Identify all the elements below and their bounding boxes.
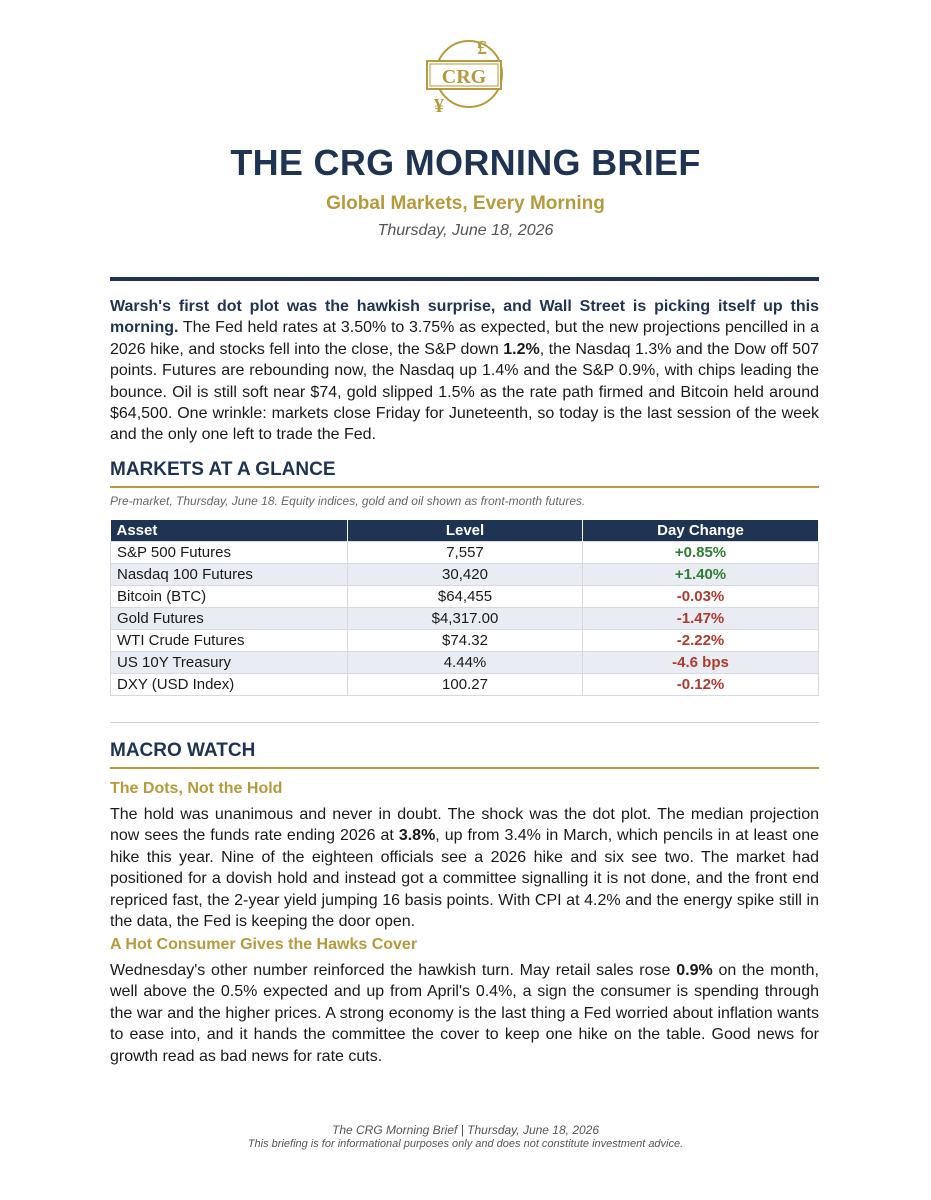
change-cell: +0.85% <box>583 542 819 564</box>
footer-disclaimer: This briefing is for informational purposes only and does not constitute investment advice. <box>247 1138 684 1150</box>
asset-cell: Nasdaq 100 Futures <box>111 564 348 586</box>
change-cell: -4.6 bps <box>583 652 819 674</box>
macro-subhead-1: The Dots, Not the Hold <box>110 780 283 797</box>
table-row <box>111 542 819 564</box>
asset-cell: Bitcoin (BTC) <box>111 586 348 608</box>
macro-2-bold: 0.9% <box>676 962 713 979</box>
level-cell: 7,557 <box>348 542 583 564</box>
asset-cell: Gold Futures <box>111 608 348 630</box>
markets-table <box>110 520 819 696</box>
col-level: Level <box>348 520 583 542</box>
macro-1-text-1: The hold was unanimous and never in doubt. The shock was the dot plot. The median projection now sees the funds rate ending 2026 at <box>110 806 819 845</box>
lead-text-1: The Fed held rates at 3.50% to 3.75% as expected, but the new projections pencilled in a 2026 hike, and stocks fell into the close, the S&P down <box>110 319 819 358</box>
table-row <box>111 674 819 696</box>
level-cell: $4,317.00 <box>348 608 583 630</box>
change-cell: -0.03% <box>583 586 819 608</box>
page-subtitle: Global Markets, Every Morning <box>326 193 605 214</box>
macro-1-bold: 3.8% <box>398 827 436 845</box>
change-cell: +1.40% <box>583 564 819 586</box>
asset-cell: DXY (USD Index) <box>111 674 348 696</box>
macro-heading: MACRO WATCH <box>110 740 819 769</box>
asset-cell: WTI Crude Futures <box>111 630 348 652</box>
change-cell: -1.47% <box>583 608 819 630</box>
table-row <box>111 652 819 674</box>
macro-1-text-2: , up from 3.4% in March, which pencils in at least one hike this year. Nine of the eighteen officials see a 2026 hike and six see two. The market had positioned for a dovish hold and instead got a committee signalling it is not done, and the front end repriced fast, the 2-year yield jumping 16 basis points. With CPI at 4.2% and the energy spike still in the data, the Fed is keeping the door open. <box>110 827 819 931</box>
macro-paragraph-1 <box>110 804 819 932</box>
level-cell: 4.44% <box>348 652 583 674</box>
logo-text: CRG <box>441 66 487 88</box>
change-cell: -0.12% <box>583 674 819 696</box>
col-change: Day Change <box>583 520 819 542</box>
header-divider <box>110 277 819 281</box>
lead-bold-1: 1.2% <box>503 340 540 358</box>
lead-text-2: , the Nasdaq 1.3% and the Dow off 507 points. Futures are rebounding now, the Nasdaq up 1.4% and the S&P 0.9%, with chips leading the bounce. Oil is still soft near $74, gold slipped 1.5% as the rate path firmed and Bitcoin held around $64,500. One wrinkle: markets close Friday for Juneteenth, so today is the last session of the week and the only one left to trade the Fed. <box>110 340 819 444</box>
page-title: THE CRG MORNING BRIEF <box>230 142 701 183</box>
level-cell: 30,420 <box>348 564 583 586</box>
markets-note: Pre-market, Thursday, June 18. Equity indices, gold and oil shown as front-month futures. <box>110 494 586 508</box>
change-cell: -2.22% <box>583 630 819 652</box>
asset-cell: US 10Y Treasury <box>111 652 348 674</box>
table-row <box>111 586 819 608</box>
pound-icon: £ <box>477 37 487 59</box>
table-header-row <box>111 520 819 542</box>
lead-headline: Warsh's first dot plot was the hawkish surprise, and Wall Street is picking itself up this morning. <box>110 298 819 337</box>
section-divider <box>110 722 819 723</box>
table-row <box>111 608 819 630</box>
macro-paragraph-2 <box>110 960 819 1067</box>
table-row <box>111 630 819 652</box>
col-asset: Asset <box>111 520 348 542</box>
level-cell: $64,455 <box>348 586 583 608</box>
lead-paragraph <box>110 296 819 446</box>
footer-line: The CRG Morning Brief | Thursday, June 18, 2026 <box>331 1123 600 1137</box>
level-cell: $74.32 <box>348 630 583 652</box>
macro-subhead-2: A Hot Consumer Gives the Hawks Cover <box>110 936 418 953</box>
crg-logo <box>421 36 507 118</box>
macro-2-text-2: on the month, well above the 0.5% expected and up from April's 0.4%, a sign the consumer is spending through the war and the higher prices. A strong economy is the last thing a Fed worried about inflation wants to ease into, and it hands the committee the cover to keep one hike on the table. Good news for growth read as bad news for rate cuts. <box>110 962 819 1065</box>
markets-heading: MARKETS AT A GLANCE <box>110 459 819 488</box>
asset-cell: S&P 500 Futures <box>111 542 348 564</box>
macro-2-text-1: Wednesday's other number reinforced the hawkish turn. May retail sales rose <box>110 962 677 979</box>
issue-date: Thursday, June 18, 2026 <box>377 222 554 239</box>
level-cell: 100.27 <box>348 674 583 696</box>
table-row <box>111 564 819 586</box>
yen-icon: ¥ <box>434 95 444 117</box>
